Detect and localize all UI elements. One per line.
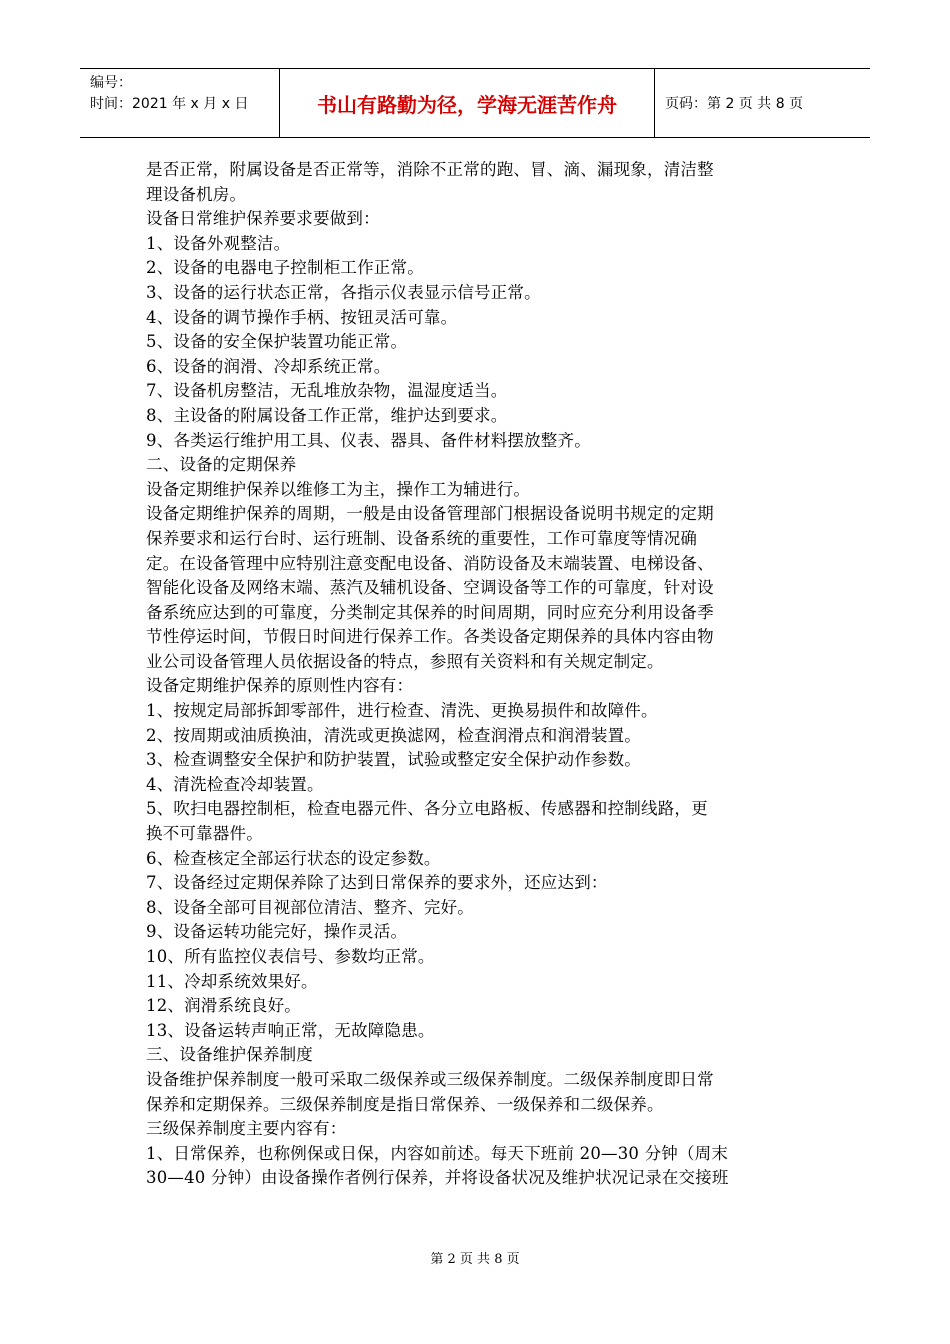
- body-line: 智能化设备及网络末端、蒸汽及辅机设备、空调设备等工作的可靠度，针对设: [146, 578, 714, 598]
- body-line: 8、主设备的附属设备工作正常，维护达到要求。: [146, 405, 508, 425]
- body-line: 5、设备的安全保护装置功能正常。: [146, 332, 408, 352]
- body-line: 1、设备外观整洁。: [146, 233, 291, 253]
- body-line: 理设备机房。: [146, 184, 247, 204]
- document-number-label: 编号：: [90, 75, 132, 91]
- body-line: 8、设备全部可目视部位清洁、整齐、完好。: [146, 897, 474, 917]
- body-line: 保养要求和运行台时、运行班制、设备系统的重要性，工作可靠度等情况确: [146, 528, 698, 548]
- body-line: 保养和定期保养。三级保养制度是指日常保养、一级保养和二级保养。: [146, 1094, 664, 1114]
- body-line: 2、按周期或油质换油，清洗或更换滤网，检查润滑点和润滑装置。: [146, 725, 641, 745]
- header-meta: [80, 69, 280, 137]
- body-line: 9、各类运行维护用工具、仪表、器具、备件材料摆放整齐。: [146, 430, 591, 450]
- body-line: 4、清洗检查冷却装置。: [146, 774, 324, 794]
- body-line: 换不可靠器件。: [146, 824, 263, 844]
- body-line: 备系统应达到的可靠度，分类制定其保养的时间周期，同时应充分利用设备季: [146, 602, 714, 622]
- body-line: 设备日常维护保养要求要做到：: [146, 209, 380, 229]
- body-line: 30—40 分钟）由设备操作者例行保养，并将设备状况及维护状况记录在交接班: [146, 1168, 729, 1188]
- body-line: 1、按规定局部拆卸零部件，进行检查、清洗、更换易损件和故障件。: [146, 701, 658, 721]
- body-line: 三、设备维护保养制度: [146, 1045, 313, 1065]
- header-motto: 书山有路勤为径，学海无涯苦作舟: [280, 69, 655, 137]
- body-line: 7、设备机房整洁，无乱堆放杂物，温湿度适当。: [146, 381, 508, 401]
- body-line: 设备维护保养制度一般可采取二级保养或三级保养制度。二级保养制度即日常: [146, 1069, 714, 1089]
- document-date-label: 时间：2021 年 x 月 x 日: [90, 96, 249, 112]
- body-line: 11、冷却系统效果好。: [146, 971, 318, 991]
- body-line: 设备定期维护保养以维修工为主，操作工为辅进行。: [146, 479, 531, 499]
- body-line: 定。在设备管理中应特别注意变配电设备、消防设备及末端装置、电梯设备、: [146, 553, 714, 573]
- body-line: 节性停运时间，节假日时间进行保养工作。各类设备定期保养的具体内容由物: [146, 627, 714, 647]
- header-page-label: 页码：第 2 页 共 8 页: [665, 96, 804, 112]
- body-line: 5、吹扫电器控制柜，检查电器元件、各分立电路板、传感器和控制线路，更: [146, 799, 708, 819]
- body-line: 3、设备的运行状态正常，各指示仪表显示信号正常。: [146, 282, 541, 302]
- page-footer: 第 2 页 共 8 页: [430, 1252, 520, 1267]
- body-line: 1、日常保养，也称例保或日保，内容如前述。每天下班前 20—30 分钟（周末: [146, 1143, 729, 1163]
- body-line: 3、检查调整安全保护和防护装置，试验或整定安全保护动作参数。: [146, 750, 641, 770]
- body-line: 12、润滑系统良好。: [146, 996, 301, 1016]
- document-body: [146, 158, 806, 1191]
- body-line: 2、设备的电器电子控制柜工作正常。: [146, 258, 424, 278]
- body-line: 是否正常，附属设备是否正常等，消除不正常的跑、冒、滴、漏现象，清洁整: [146, 160, 714, 179]
- body-line: 9、设备运转功能完好，操作灵活。: [146, 922, 408, 942]
- body-line: 10、所有监控仪表信号、参数均正常。: [146, 947, 435, 966]
- body-line: 4、设备的调节操作手柄、按钮灵活可靠。: [146, 307, 458, 327]
- body-line: 二、设备的定期保养: [146, 455, 297, 475]
- page-header: [80, 68, 870, 138]
- body-line: 13、设备运转声响正常，无故障隐患。: [146, 1020, 435, 1040]
- body-line: 三级保养制度主要内容有：: [146, 1119, 347, 1139]
- body-line: 6、检查核定全部运行状态的设定参数。: [146, 848, 441, 868]
- body-line: 设备定期维护保养的周期，一般是由设备管理部门根据设备说明书规定的定期: [146, 504, 714, 524]
- body-line: 设备定期维护保养的原则性内容有：: [146, 676, 414, 696]
- body-line: 业公司设备管理人员依据设备的特点，参照有关资料和有关规定制定。: [146, 651, 664, 671]
- body-line: 6、设备的润滑、冷却系统正常。: [146, 356, 391, 376]
- body-line: 7、设备经过定期保养除了达到日常保养的要求外，还应达到：: [146, 873, 608, 893]
